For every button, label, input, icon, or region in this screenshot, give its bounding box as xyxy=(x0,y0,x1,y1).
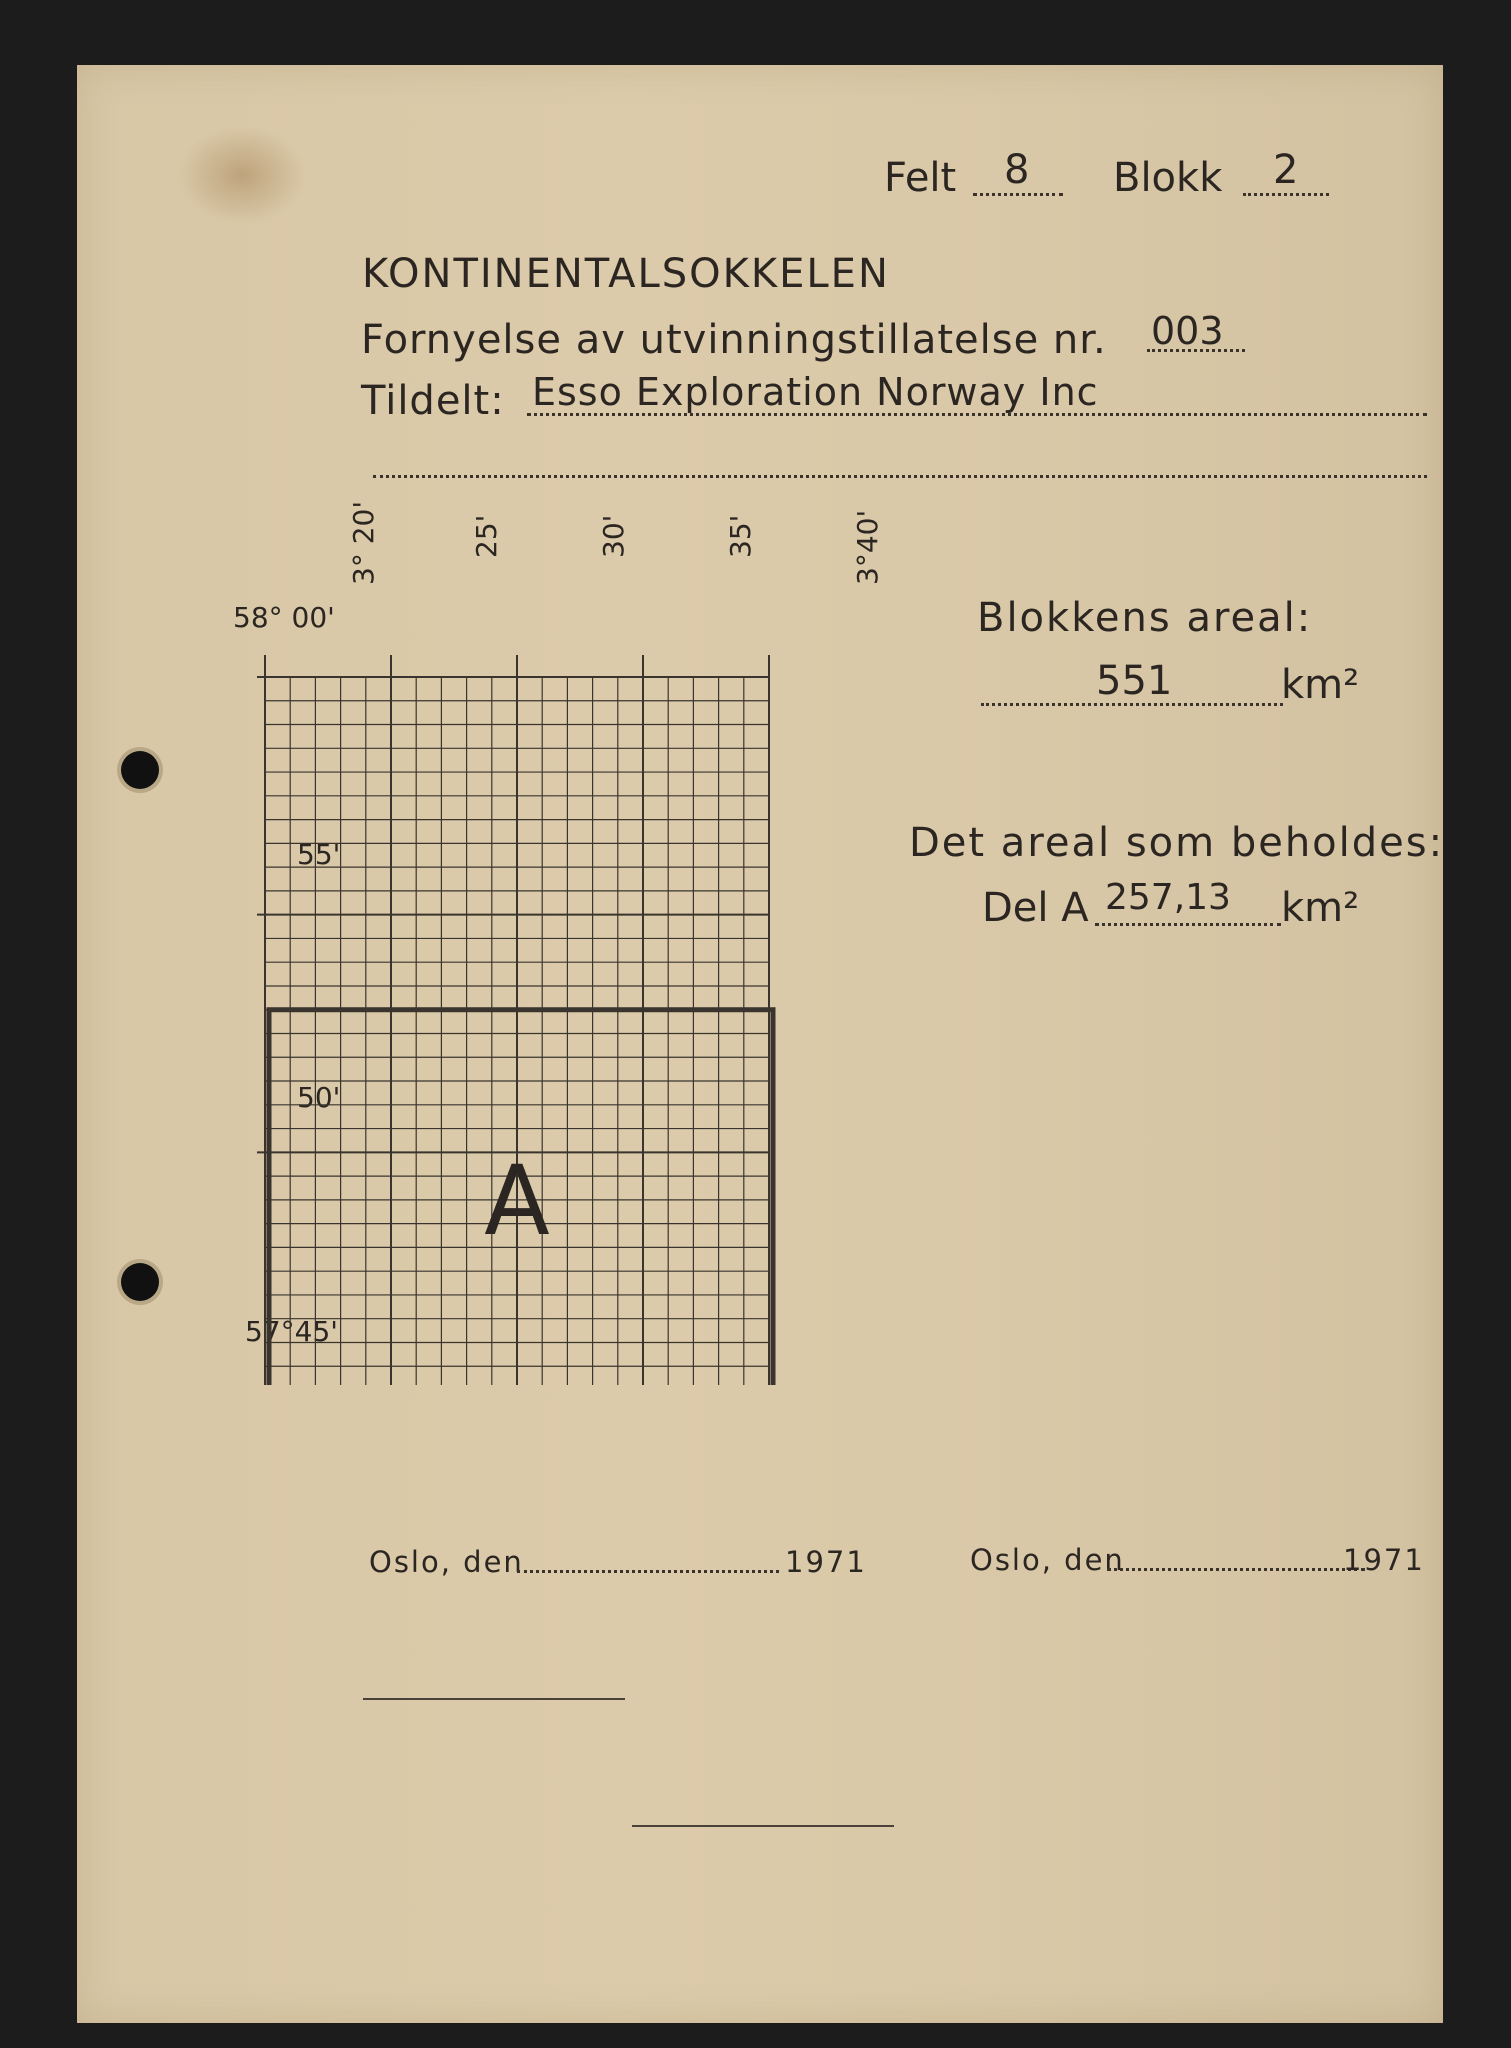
paper-stain xyxy=(177,125,307,225)
right-place-label: Oslo, den xyxy=(970,1543,1125,1577)
page-title: KONTINENTALSOKKELEN xyxy=(362,251,890,297)
document-page xyxy=(77,65,1443,2023)
right-date-dots xyxy=(1107,1568,1365,1571)
blokk-label: Blokk xyxy=(1113,155,1223,201)
block-grid-map xyxy=(257,585,897,1385)
longitude-label: 3°40' xyxy=(851,509,884,585)
block-area-label: Blokkens areal: xyxy=(977,595,1313,641)
latitude-label: 58° 00' xyxy=(233,601,335,634)
left-place-label: Oslo, den xyxy=(369,1545,524,1579)
renewal-number: 003 xyxy=(1151,309,1224,353)
signature-line-left xyxy=(363,1698,625,1700)
assigned-label: Tildelt: xyxy=(361,378,505,424)
felt-dots xyxy=(973,193,1063,196)
blokk-value: 2 xyxy=(1273,147,1299,193)
longitude-label: 30' xyxy=(597,514,630,558)
blokk-dots xyxy=(1243,193,1329,196)
part-a-unit: km² xyxy=(1281,885,1360,931)
renewal-label: Fornyelse av utvinningstillatelse nr. xyxy=(361,317,1107,363)
felt-label: Felt xyxy=(884,155,957,201)
right-year: 1971 xyxy=(1343,1543,1425,1577)
longitude-label: 3° 20' xyxy=(347,500,380,585)
blank-line-dots xyxy=(373,475,1427,478)
felt-value: 8 xyxy=(1004,147,1030,193)
punch-hole-icon xyxy=(121,751,159,789)
part-a-dots xyxy=(1095,923,1281,926)
section-a-label: A xyxy=(484,1144,550,1257)
part-a-value: 257,13 xyxy=(1105,877,1231,918)
latitude-label: 57°45' xyxy=(245,1315,338,1348)
block-area-unit: km² xyxy=(1281,662,1360,708)
latitude-label: 50' xyxy=(297,1081,341,1114)
part-a-label: Del A xyxy=(982,885,1089,931)
longitude-label: 25' xyxy=(470,514,503,558)
longitude-label: 35' xyxy=(724,514,757,558)
punch-hole-icon xyxy=(121,1263,159,1301)
retained-label: Det areal som beholdes: xyxy=(909,820,1445,866)
assigned-to: Esso Exploration Norway Inc xyxy=(532,370,1099,414)
left-year: 1971 xyxy=(785,1545,867,1579)
block-area-value: 551 xyxy=(1096,658,1173,704)
latitude-label: 55' xyxy=(297,838,341,871)
signature-line-center xyxy=(632,1825,894,1827)
left-date-dots xyxy=(517,1570,779,1573)
